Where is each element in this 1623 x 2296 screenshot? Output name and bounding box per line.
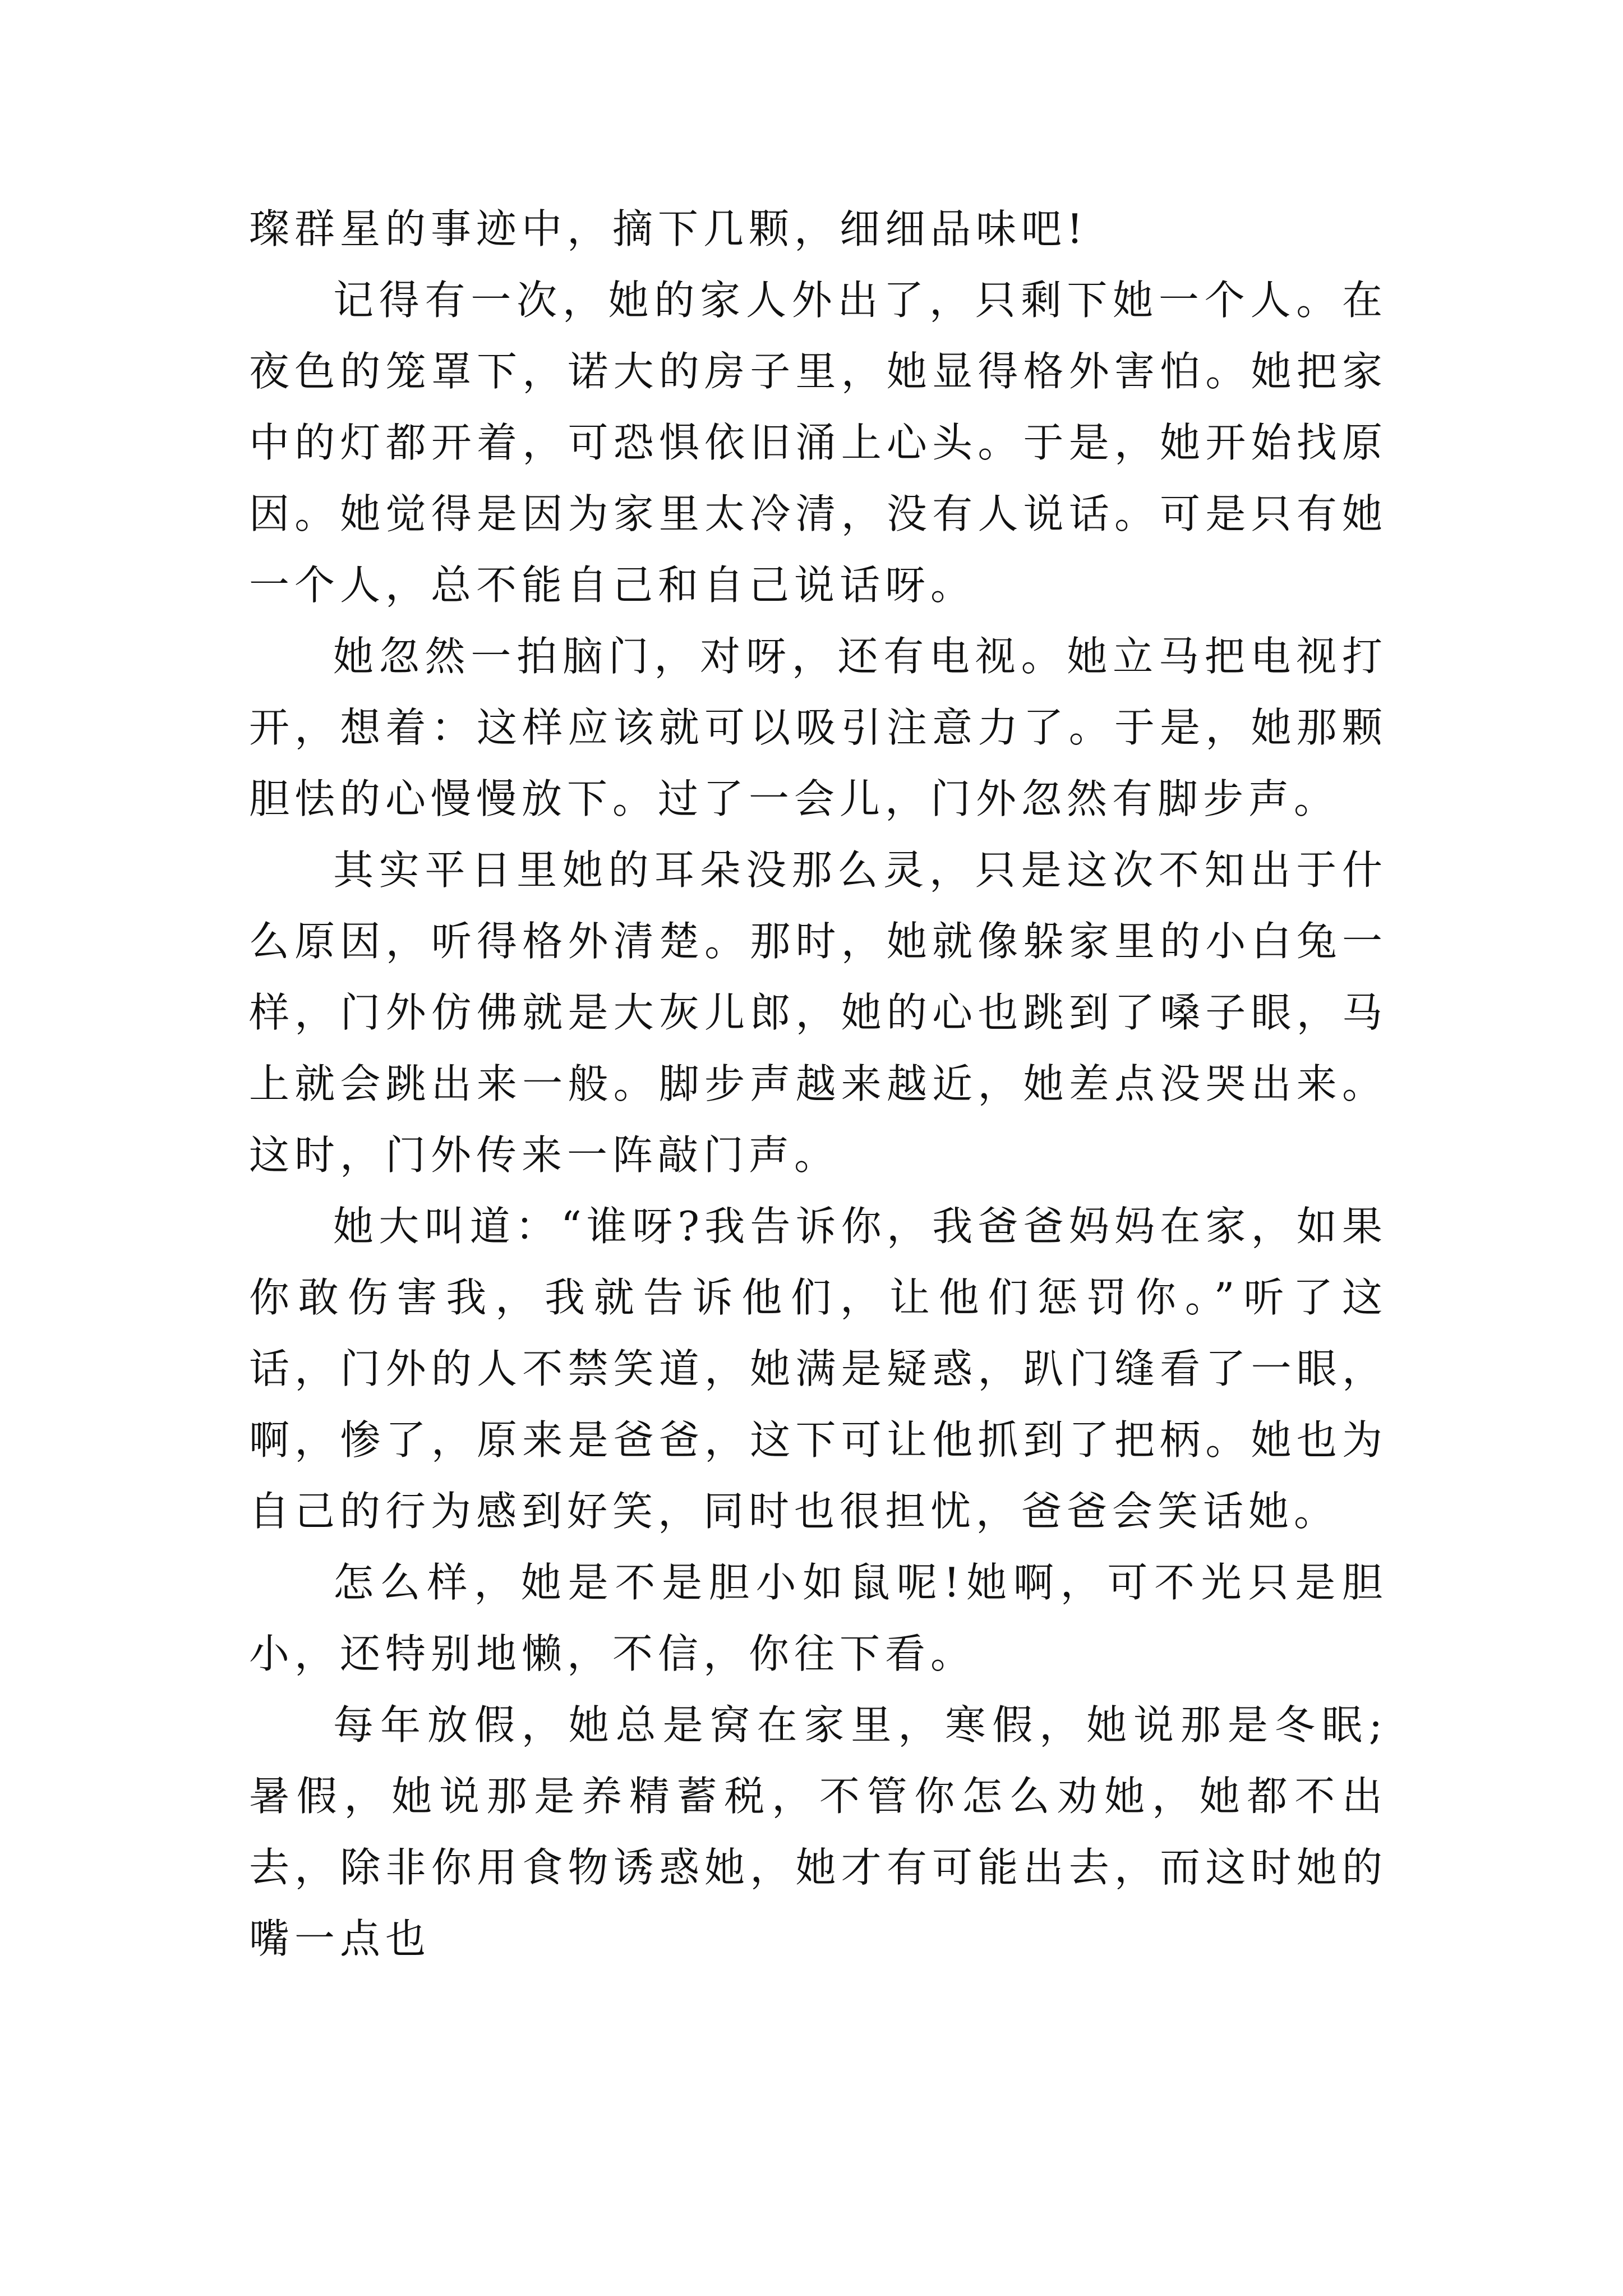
paragraph-1: 璨群星的事迹中，摘下几颗，细细品味吧! (249, 205, 1088, 252)
paragraph-7: 每年放假，她总是窝在家里，寒假，她说那是冬眠;暑假，她说那是养精蓄税，不管你怎么劝她，她都不出去，除非你用食物诱惑她，她才有可能出去，而这时她的嘴一点也 (249, 1701, 1387, 1962)
paragraph-2: 记得有一次，她的家人外出了，只剩下她一个人。在夜色的笼罩下，诺大的房子里，她显得格外害怕。她把家中的灯都开着，可恐惧依旧涌上心头。于是，她开始找原因。她觉得是因为家里太冷清，没有人说话。可是只有她一个人，总不能自己和自己说话呀。 (249, 277, 1387, 609)
paragraph-4: 其实平日里她的耳朵没那么灵，只是这次不知出于什么原因，听得格外清楚。那时，她就像躲家里的小白兔一样，门外仿佛就是大灰儿郎，她的心也跳到了嗓子眼，马上就会跳出来一般。脚步声越来越近，她差点没哭出来。这时，门外传来一阵敲门声。 (249, 846, 1387, 1179)
paragraph-6: 怎么样，她是不是胆小如鼠呢!她啊，可不光只是胆小，还特别地懒，不信，你往下看。 (249, 1559, 1387, 1677)
paragraph-5: 她大叫道：“谁呀?我告诉你，我爸爸妈妈在家，如果你敢伤害我，我就告诉他们，让他们惩罚你。”听了这话，门外的人不禁笑道，她满是疑惑，趴门缝看了一眼，啊，惨了，原来是爸爸，这下可让他抓到了把柄。她也为自己的行为感到好笑，同时也很担忧，爸爸会笑话她。 (249, 1203, 1387, 1535)
document-body (249, 194, 1387, 1975)
paragraph-3: 她忽然一拍脑门，对呀，还有电视。她立马把电视打开，想着：这样应该就可以吸引注意力了。于是，她那颗胆怯的心慢慢放下。过了一会儿，门外忽然有脚步声。 (249, 633, 1387, 822)
